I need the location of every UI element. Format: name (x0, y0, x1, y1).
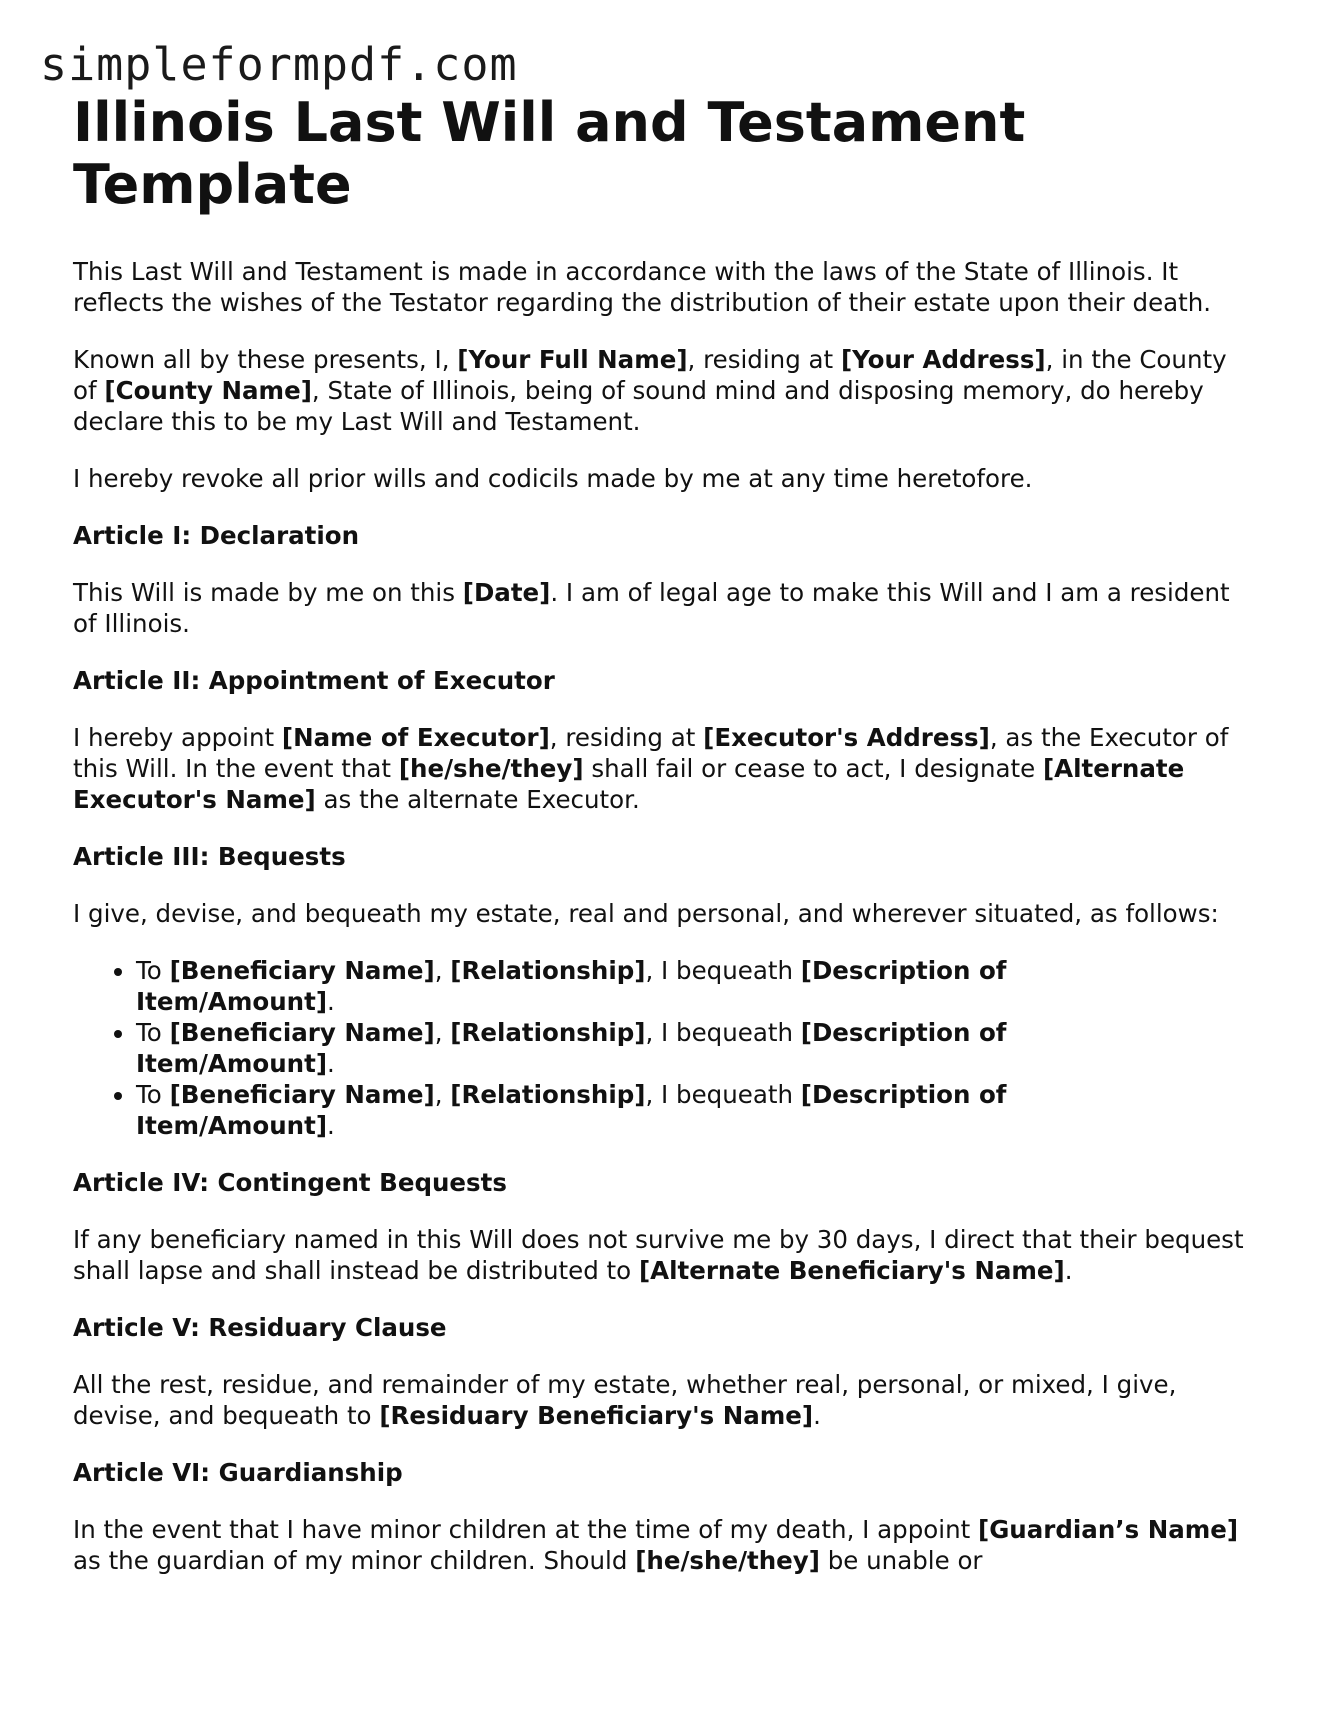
article-1-paragraph (73, 577, 1253, 639)
description-placeholder: [Description of Item/Amount] (136, 1080, 1007, 1140)
bequest-text: , I bequeath (645, 1080, 801, 1109)
declaration-text: , residing at (687, 345, 841, 374)
executor-placeholder: [Name of Executor] (281, 723, 550, 752)
article-6-heading: Article VI: Guardianship (73, 1458, 403, 1487)
article-2-paragraph (73, 722, 1253, 815)
bequest-text: , (434, 1080, 451, 1109)
bequest-text: . (327, 987, 335, 1016)
article-3-intro: I give, devise, and bequeath my estate, real and personal, and wherever situated, as follows: (73, 899, 1219, 928)
article-2-text: , residing at (549, 723, 704, 752)
bequest-text: To (136, 1018, 170, 1047)
revoke-paragraph: I hereby revoke all prior wills and codicils made by me at any time heretofore. (73, 464, 1033, 493)
article-2-text: , as the Executor of this Will. In the event that (73, 723, 1229, 783)
relationship-placeholder: [Relationship] (450, 1080, 646, 1109)
alternate-executor-placeholder: [Alternate Executor's Name] (73, 754, 1185, 814)
bequest-item (136, 955, 1253, 1017)
beneficiary-placeholder: [Beneficiary Name] (169, 1080, 435, 1109)
bequest-text: , (434, 956, 451, 985)
document-body (73, 92, 1253, 1602)
relationship-placeholder: [Relationship] (450, 956, 646, 985)
declaration-text: Known all by these presents, I, (73, 345, 458, 374)
residuary-placeholder: [Residuary Beneficiary's Name] (379, 1401, 814, 1430)
address-placeholder: [Your Address] (840, 345, 1046, 374)
article-4-text: . (1064, 1256, 1073, 1285)
article-1-text: This Will is made by me on this (73, 578, 463, 607)
article-2-text: I hereby appoint (73, 723, 282, 752)
beneficiary-placeholder: [Beneficiary Name] (169, 1018, 435, 1047)
article-4-heading: Article IV: Contingent Bequests (73, 1168, 507, 1197)
bequest-text: . (327, 1111, 335, 1140)
beneficiary-placeholder: [Beneficiary Name] (169, 956, 435, 985)
guardian-placeholder: [Guardian’s Name] (978, 1515, 1239, 1544)
intro-paragraph: This Last Will and Testament is made in accordance with the laws of the State of Illinois. It reflects the wishes of the Testator regarding the distribution of their estate upon their death. (73, 257, 1212, 317)
article-2-heading: Article II: Appointment of Executor (73, 666, 555, 695)
article-4-paragraph (73, 1224, 1253, 1286)
article-2-text: as the alternate Executor. (315, 785, 640, 814)
article-1-heading: Article I: Declaration (73, 521, 360, 550)
relationship-placeholder: [Relationship] (450, 1018, 646, 1047)
bequest-item (136, 1017, 1253, 1079)
description-placeholder: [Description of Item/Amount] (136, 1018, 1007, 1078)
alternate-beneficiary-placeholder: [Alternate Beneficiary's Name] (638, 1256, 1065, 1285)
pronoun-placeholder: [he/she/they] (635, 1546, 820, 1575)
declaration-paragraph (73, 344, 1253, 437)
article-2-text: shall fail or cease to act, I designate (583, 754, 1043, 783)
bequest-text: . (327, 1049, 335, 1078)
full-name-placeholder: [Your Full Name] (457, 345, 688, 374)
bequest-list (73, 955, 1253, 1141)
date-placeholder: [Date] (462, 578, 551, 607)
bequest-item (136, 1079, 1253, 1141)
bequest-text: To (136, 1080, 170, 1109)
pronoun-placeholder: [he/she/they] (398, 754, 584, 783)
article-3-heading: Article III: Bequests (73, 842, 346, 871)
description-placeholder: [Description of Item/Amount] (136, 956, 1007, 1016)
bequest-text: , I bequeath (645, 956, 801, 985)
county-placeholder: [County Name] (104, 376, 312, 405)
declaration-text: , State of Illinois, being of sound mind and disposing memory, do hereby declare this to be my Last Will and Testament. (73, 376, 1204, 436)
bequest-text: , I bequeath (645, 1018, 801, 1047)
executor-address-placeholder: [Executor's Address] (703, 723, 990, 752)
article-6-text: In the event that I have minor children at the time of my death, I appoint (73, 1515, 978, 1544)
article-5-heading: Article V: Residuary Clause (73, 1313, 447, 1342)
article-4-text: If any beneficiary named in this Will does not survive me by 30 days, I direct that their bequest shall lapse and shall instead be distributed to (73, 1225, 1244, 1285)
article-5-text: . (813, 1401, 821, 1430)
bequest-text: , (434, 1018, 451, 1047)
site-watermark: simpleformpdf.com (40, 38, 518, 91)
page-title: Illinois Last Will and Testament Template (73, 91, 1026, 216)
article-6-paragraph (73, 1514, 1253, 1576)
article-5-paragraph (73, 1369, 1253, 1431)
bequest-text: To (136, 956, 170, 985)
article-6-text: as the guardian of my minor children. Should (73, 1546, 636, 1575)
article-1-text: . I am of legal age to make this Will and I am a resident of Illinois. (73, 578, 1230, 638)
article-5-text: All the rest, residue, and remainder of my estate, whether real, personal, or mixed, I give, devise, and bequeath to (73, 1370, 1177, 1430)
article-6-text: be unable or (819, 1546, 983, 1575)
declaration-text: , in the County of (73, 345, 1227, 405)
